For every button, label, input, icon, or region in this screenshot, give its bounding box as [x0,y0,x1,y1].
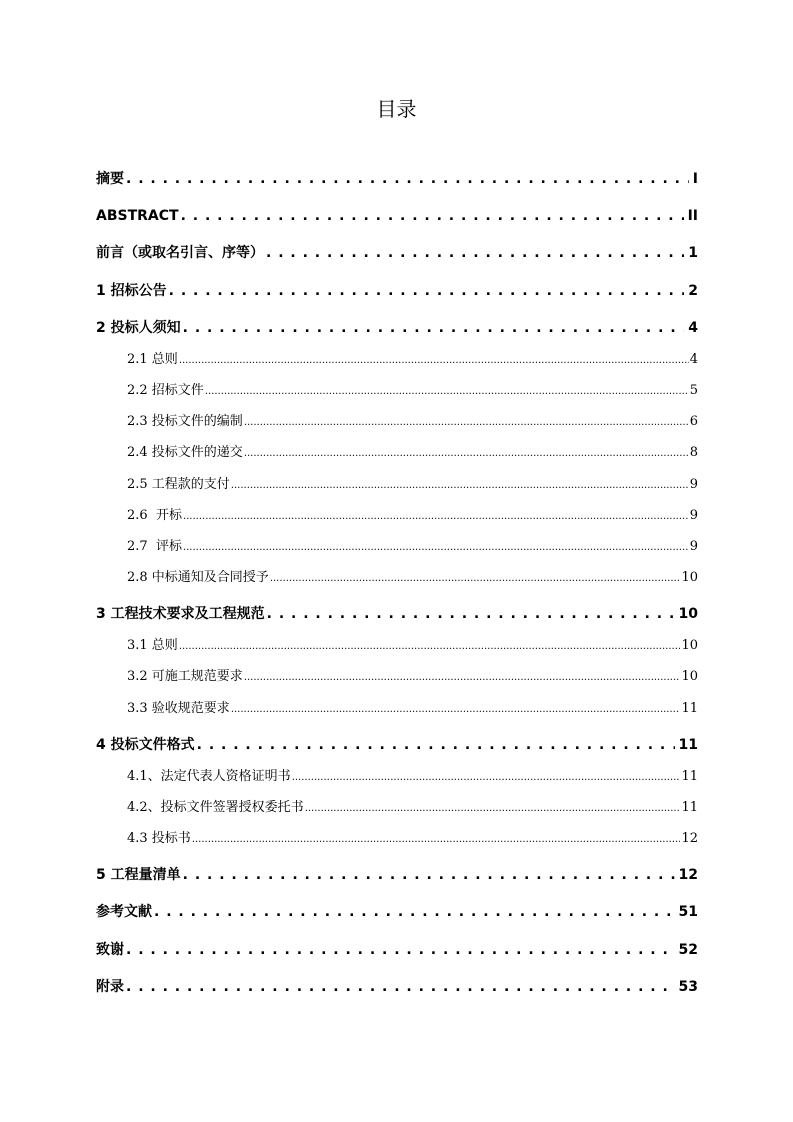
toc-entry[interactable] [96,203,698,229]
toc-entry-label: 2.1 总则 [127,352,178,367]
toc-subentry[interactable] [127,633,698,660]
dot-leader [305,795,681,822]
toc-entry-page: 51 [678,904,698,920]
dot-leader [169,278,685,304]
toc-entry-page: 11 [681,701,698,716]
toc-entry-label: 4.2、投标文件签署授权委托书 [127,800,304,815]
toc-entry-page: 52 [678,942,698,958]
toc-title: 目录 [376,97,417,121]
toc-entry-page: 53 [678,979,698,995]
toc-subentry[interactable] [127,696,698,723]
toc-entry-page: 1 [688,245,698,261]
toc-subentry[interactable] [127,764,698,791]
toc-entry-page: 10 [681,570,698,585]
toc-entry-page: 5 [689,383,698,398]
dot-leader [197,732,675,758]
toc-entry-label: 2.3 投标文件的编制 [127,414,243,429]
toc-entry-page: 10 [678,606,698,622]
toc-entry-page: 8 [689,445,698,460]
toc-entry[interactable] [96,974,698,1000]
toc-entry[interactable] [96,601,698,627]
toc-entry-page: 9 [689,539,698,554]
toc-entry-page: 12 [681,831,698,846]
dot-leader [126,974,675,1000]
dot-leader [183,862,675,888]
dot-leader [231,472,689,499]
toc-entry-label: 3.3 验收规范要求 [127,701,230,716]
dot-leader [192,826,681,853]
toc-entry-page: 10 [681,638,698,653]
dot-leader [179,347,689,374]
toc-subentry[interactable] [127,503,698,530]
toc-subentry[interactable] [127,378,698,405]
dot-leader [244,409,689,436]
toc-subentry[interactable] [127,826,698,853]
dot-leader [183,534,689,561]
toc-entry-page: 9 [689,477,698,492]
toc-entry-label: 2.8 中标通知及合同授予 [127,570,269,585]
toc-entry-label: 前言（或取名引言、序等） [96,245,264,261]
toc-entry-label: 5 工程量清单 [96,867,181,883]
toc-entry-label: 2.5 工程款的支付 [127,477,230,492]
toc-entry[interactable] [96,278,698,304]
toc-entry-label: ABSTRACT [96,208,179,224]
toc-entry-page: 11 [681,769,698,784]
dot-leader [126,937,675,963]
toc-entry-label: 3.2 可施工规范要求 [127,669,243,684]
toc-entry-label: 3.1 总则 [127,638,178,653]
toc-entry-page: I [692,171,698,187]
toc-entry-label: 4 投标文件格式 [96,737,195,753]
dot-leader [244,664,681,691]
toc-entry-label: 摘要 [96,171,124,187]
toc-entry-label: 4.1、法定代表人资格证明书 [127,769,291,784]
dot-leader [244,440,689,467]
dot-leader [205,378,689,405]
toc-entry[interactable] [96,862,698,888]
toc-entry-page: II [687,208,698,224]
toc-entry-page: 11 [681,800,698,815]
toc-entry-label: 2.7 评标 [127,539,182,554]
dot-leader [231,696,681,723]
dot-leader [183,503,689,530]
toc-entry-page: 12 [678,867,698,883]
dot-leader [270,565,681,592]
toc-entry[interactable] [96,937,698,963]
toc-entry-page: 10 [681,669,698,684]
toc-entry-label: 3 工程技术要求及工程规范 [96,606,265,622]
toc-entry-label: 致谢 [96,942,124,958]
toc-entry-label: 2.6 开标 [127,508,182,523]
dot-leader [292,764,681,791]
toc-entry[interactable] [96,166,698,192]
toc-subentry[interactable] [127,409,698,436]
toc-subentry[interactable] [127,440,698,467]
toc-subentry[interactable] [127,347,698,374]
toc-entry-label: 2 投标人须知 [96,320,181,336]
toc-subentry[interactable] [127,664,698,691]
toc-entry-page: 4 [688,320,698,336]
dot-leader [179,633,681,660]
toc-entry-page: 2 [688,283,698,299]
dot-leader [267,601,675,627]
toc-subentry[interactable] [127,795,698,822]
toc-entry-page: 4 [689,352,698,367]
toc-subentry[interactable] [127,565,698,592]
dot-leader [154,899,675,925]
toc-entry-label: 参考文献 [96,904,152,920]
dot-leader [266,240,684,266]
toc-entry-page: 9 [689,508,698,523]
dot-leader [126,166,689,192]
dot-leader [183,315,685,341]
toc-entry[interactable] [96,899,698,925]
toc-entry-label: 2.4 投标文件的递交 [127,445,243,460]
toc-entry-page: 6 [689,414,698,429]
dot-leader [181,203,684,229]
toc-entry-label: 2.2 招标文件 [127,383,204,398]
toc-entry[interactable] [96,315,698,341]
toc-entry-label: 附录 [96,979,124,995]
toc-entry-label: 1 招标公告 [96,283,167,299]
toc-subentry[interactable] [127,472,698,499]
toc-entry[interactable] [96,240,698,266]
toc-entry[interactable] [96,732,698,758]
toc-subentry[interactable] [127,534,698,561]
toc-entry-page: 11 [678,737,698,753]
toc-entry-label: 4.3 投标书 [127,831,191,846]
